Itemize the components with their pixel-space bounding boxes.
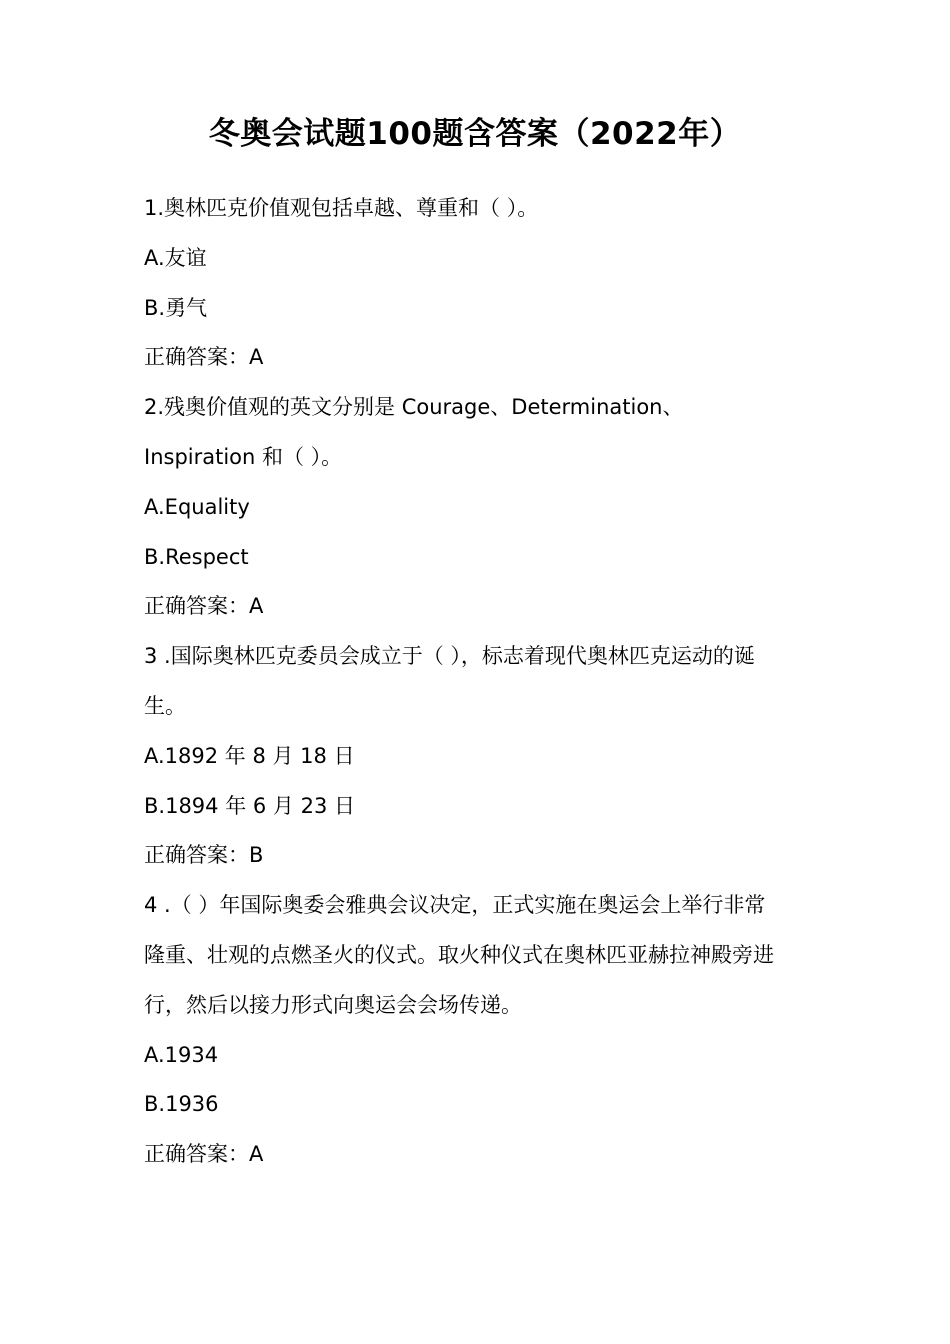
question-stem: 4 .（ ）年国际奥委会雅典会议决定，正式实施在奥运会上举行非常 xyxy=(144,893,766,918)
question-stem: 生。 xyxy=(144,693,186,718)
question-stem: 1.奥林匹克价值观包括卓越、尊重和（ ）。 xyxy=(144,196,539,220)
correct-answer: 正确答案：A xyxy=(144,345,264,370)
option-a: A.Equality xyxy=(144,494,250,519)
option-b: B.勇气 xyxy=(144,295,208,320)
option-a: A.友谊 xyxy=(144,245,207,270)
document-title: 冬奥会试题100题含答案（2022年） xyxy=(208,116,742,152)
correct-answer: 正确答案：B xyxy=(144,843,264,868)
question-item xyxy=(144,881,816,1180)
option-a: A.1934 xyxy=(144,1042,219,1067)
question-stem: 行，然后以接力形式向奥运会会场传递。 xyxy=(144,992,522,1017)
question-item xyxy=(144,383,816,632)
correct-answer: 正确答案：A xyxy=(144,594,264,619)
question-list xyxy=(144,184,816,1180)
option-a: A.1892 年 8 月 18 日 xyxy=(144,743,355,768)
option-b: B.Respect xyxy=(144,544,249,569)
question-stem: Inspiration 和（ ）。 xyxy=(144,444,343,469)
option-b: B.1894 年 6 月 23 日 xyxy=(144,793,355,818)
correct-answer: 正确答案：A xyxy=(144,1142,264,1167)
question-stem: 3 .国际奥林匹克委员会成立于（ ），标志着现代奥林匹克运动的诞 xyxy=(144,644,755,669)
question-item xyxy=(144,632,816,881)
option-b: B.1936 xyxy=(144,1092,219,1117)
question-stem: 隆重、壮观的点燃圣火的仪式。取火种仪式在奥林匹亚赫拉神殿旁进 xyxy=(144,942,774,967)
question-item xyxy=(144,184,816,383)
question-stem: 2.残奥价值观的英文分别是 Courage、Determination、 xyxy=(144,395,684,420)
